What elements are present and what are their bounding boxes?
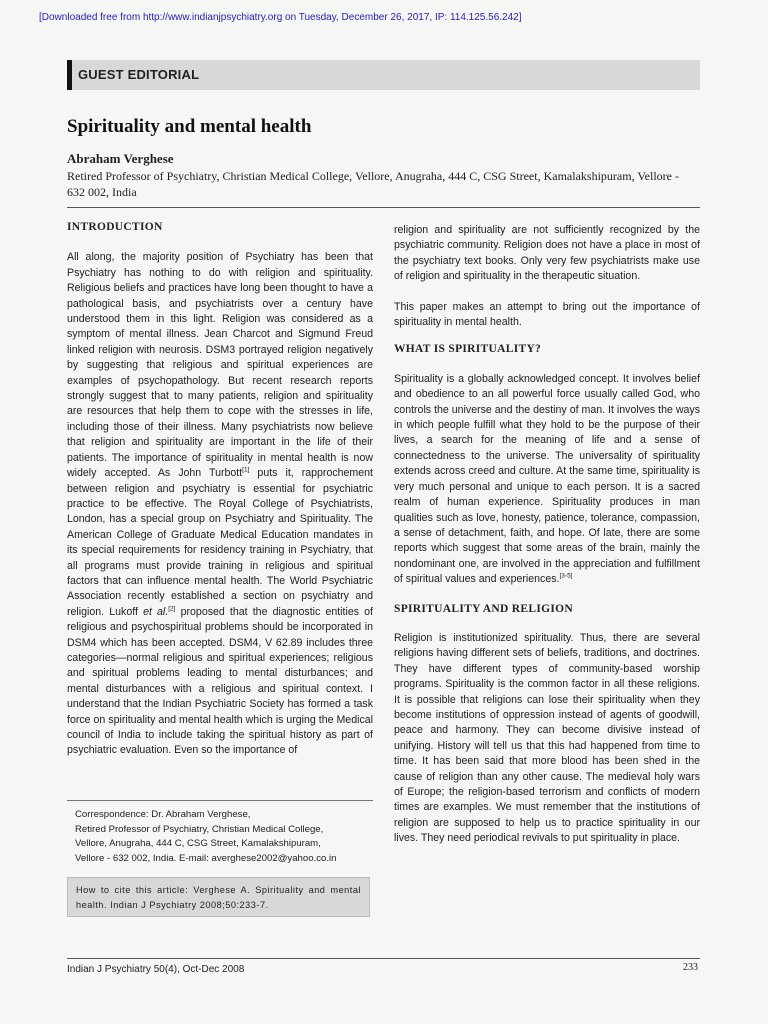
section-heading-religion: SPIRITUALITY AND RELIGION xyxy=(394,602,573,615)
paragraph-religion: Religion is institutionized spirituality. Thus, there are several religions having different sets of beliefs, traditions, and doctrines. They have different types of community-based worship programs. Spirituality is the common factor in all these religions. It is possible that religions can lose their spirituality when they become institutions of oppression instead of agents of goodwill, peace and harmony. They can become divisive instead of unifying. History will tell us that this had happened from time to time. It has been said that more blood has been shed in the cause of religion than any other cause. The medieval holy wars of Europe; the religion-based terrorism and conflicts of modern times are examples. We must remember that the institutions of religion are supposed to help us to practice spirituality in our lives. They need periodical revivals to put spirituality in place. xyxy=(394,631,700,845)
paragraph-aim: This paper makes an attempt to bring out the importance of spirituality in mental health. xyxy=(394,300,700,329)
journal-footer: Indian J Psychiatry 50(4), Oct-Dec 2008 xyxy=(67,964,245,975)
section-heading-introduction: INTRODUCTION xyxy=(67,221,163,233)
correspondence-line: Vellore, Anugraha, 444 C, CSG Street, Kamalakshipuram, xyxy=(75,838,321,849)
paragraph-spirituality xyxy=(394,372,700,588)
section-band-marker xyxy=(67,60,72,90)
correspondence-divider xyxy=(67,800,373,801)
intro-text-2: puts it, rapprochement between religion and psychiatry is essential for psychiatric practice to be effective. The Royal College of Psychiatrists, London, has a special group on Psychiatry and Spirituality. The American College of Graduate Medical Education mandates in its special requirements for residency training in Psychiatry, that all programs must provide training in religious and spiritual factors that can influence mental health. The World Psychiatric Association recently established a section on psychiatry and religion. Lukoff xyxy=(67,467,373,618)
section-label: GUEST EDITORIAL xyxy=(78,67,200,82)
correspondence-line: Retired Professor of Psychiatry, Christian Medical College, xyxy=(75,823,324,835)
page-number: 233 xyxy=(683,962,698,973)
spirituality-text: Spirituality is a globally acknowledged concept. It involves belief and obedience to an all powerful force usually called God, who controls the universe and the destiny of man. It involves the ways in which people fulfill what they hold to be the purpose of their lives, a search for the meaning of life and a sense of connectedness to the universe. The universality of spirituality extends across creed and culture. At the same time, spirituality is very much personal and unique to each person. It is a sacred realm of human experience. Spirituality produces in man qualities such as love, honesty, patience, tolerance, compassion, a sense of detachment, faith, and hope. Of late, there are some reports which suggest that some areas of the brain, mainly the nondominant one, are involved in the appreciation and fulfillment of spiritual values and experiences. xyxy=(394,372,700,586)
right-column xyxy=(394,223,700,847)
footer-divider xyxy=(67,958,700,959)
reference-3-5: [3-5] xyxy=(559,572,573,580)
author-affiliation: Retired Professor of Psychiatry, Christian Medical College, Vellore, Anugraha, 444 C, CSG Street, Kamalakshipuram, Vellore - 632 002, India xyxy=(67,169,679,199)
correspondence-line: Correspondence: Dr. Abraham Verghese, xyxy=(75,809,251,820)
intro-text-1: All along, the majority position of Psychiatry has been that Psychiatry has nothing to do with religion and spirituality. Religious beliefs and practices have long been thought to have a pathological basis, and psychiatrists over a century have understood them in this light. Religion was considered as a symptom of mental illness. Jean Charcot and Sigmund Freud linked religion with neurosis. DSM3 portrayed religion negatively by suggesting that religious and spiritual experiences are examples of psychopathology. But recent research reports strongly suggest that to many patients, religion and spirituality are resources that help them to cope with the stresses in life, including those of their illness. Many psychiatrists now believe that religion and spirituality are important in the life of their patients. The importance of spirituality in mental health is now widely accepted. As John Turbott xyxy=(67,251,373,480)
reference-2: [2] xyxy=(168,605,176,613)
reference-1: [1] xyxy=(242,466,250,474)
correspondence-block xyxy=(75,808,375,866)
citation-box: How to cite this article: Verghese A. Spirituality and mental health. Indian J Psychiatry 2008;50:233-7. xyxy=(67,877,370,917)
correspondence-line: Vellore - 632 002, India. E-mail: averghese2002@yahoo.co.in xyxy=(75,852,337,864)
paragraph-continued: religion and spirituality are not sufficiently recognized by the psychiatric community. Religion does not have a place in most of the psychiatry text books. Only very few psychiatrists make use of religion and spirituality in the therapeutic situation. xyxy=(394,224,700,283)
et-al: et al. xyxy=(143,605,169,618)
intro-text-3: proposed that the diagnostic entities of religious and psychospiritual problems should be incorporated in DSM4 which has been accepted. DSM4, V 62.89 includes three categories—normal religious and spiritual experiences; religious and spiritual problems leading to mental disturbances; and mental disturbances with a religious and spiritual context. I understand that the Indian Psychiatric Society has formed a task force on spirituality and mental health which is urging the Medical council of India to include taking the spiritual history as part of psychiatric evaluation. Even so the importance of xyxy=(67,605,374,757)
paragraph-introduction xyxy=(67,250,373,758)
article-title: Spirituality and mental health xyxy=(67,116,312,137)
section-band xyxy=(67,60,700,90)
left-column xyxy=(67,220,373,759)
article-author: Abraham Verghese xyxy=(67,151,174,166)
download-notice: [Downloaded free from http://www.indianjpsychiatry.org on Tuesday, December 26, 2017, IP: 114.125.56.242] xyxy=(39,12,522,23)
section-heading-spirituality: WHAT IS SPIRITUALITY? xyxy=(394,343,542,356)
header-divider xyxy=(67,207,700,208)
